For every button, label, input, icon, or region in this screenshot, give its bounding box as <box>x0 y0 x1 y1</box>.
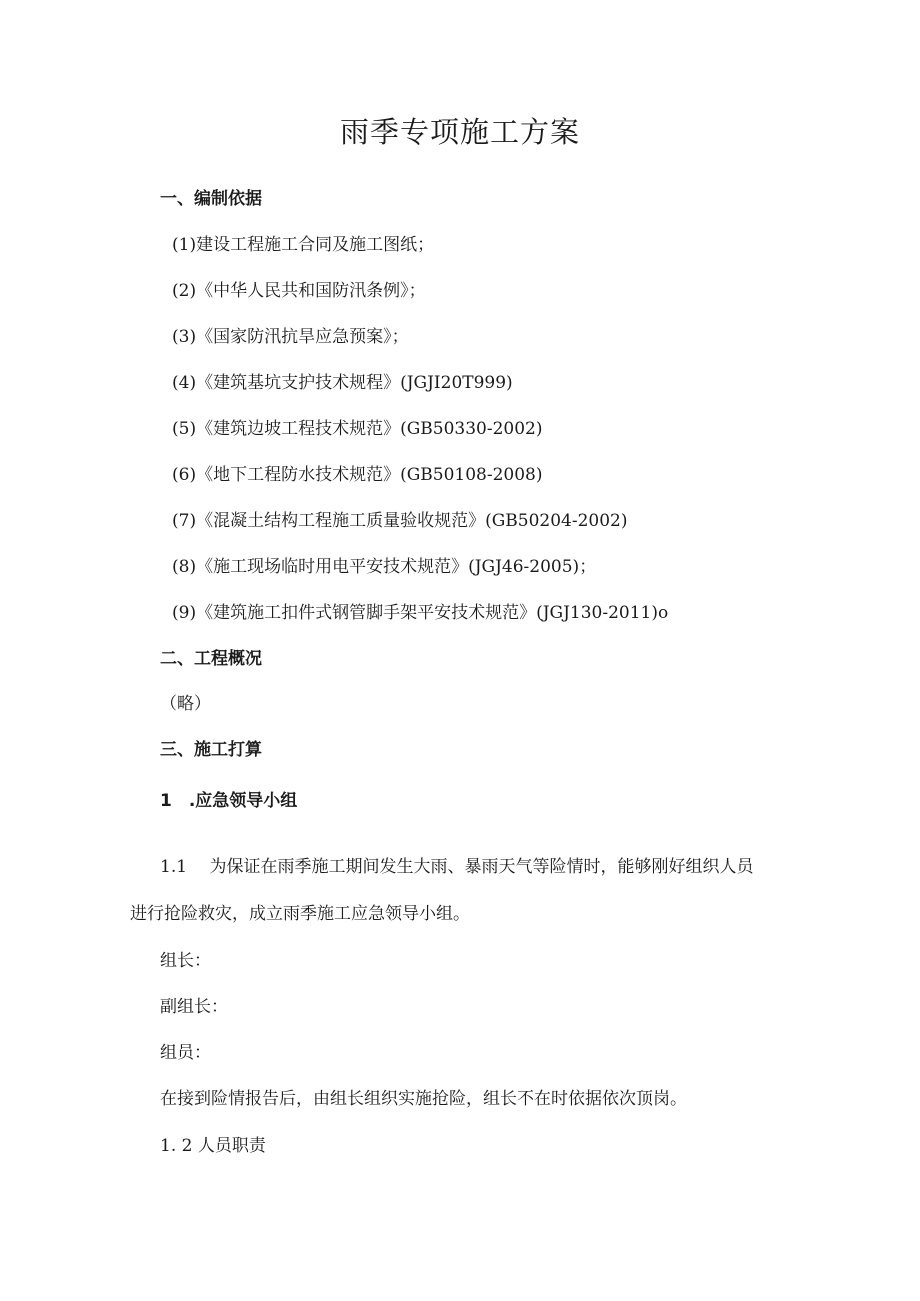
reference-item-3: (3)《国家防汛抗旱应急预案》； <box>172 327 409 347</box>
subsection-heading-emergency-group: 1 .应急领导小组 <box>160 791 298 811</box>
subsection-heading-duties: 1. 2 人员职责 <box>160 1136 266 1156</box>
paragraph-1-1-line-2: 进行抢险救灾，成立雨季施工应急领导小组。 <box>130 904 470 924</box>
overview-text: （略） <box>160 694 211 714</box>
document-title: 雨季专项施工方案 <box>339 115 580 149</box>
section-heading-overview: 二、工程概况 <box>160 649 262 669</box>
reference-item-1: (1)建设工程施工合同及施工图纸； <box>172 235 435 255</box>
section-heading-plan: 三、施工打算 <box>160 740 262 760</box>
emergency-procedure-text: 在接到险情报告后，由组长组织实施抢险，组长不在时依据依次顶岗。 <box>160 1089 687 1109</box>
reference-item-4: (4)《建筑基坑支护技术规程》(JGJI20T999) <box>172 373 513 393</box>
reference-item-9: (9)《建筑施工扣件式钢管脚手架平安技术规范》(JGJ130-2011)o <box>172 603 669 623</box>
reference-item-2: (2)《中华人民共和国防汛条例》； <box>172 281 426 301</box>
members-label: 组员： <box>160 1043 211 1063</box>
reference-item-5: (5)《建筑边坡工程技术规范》(GB50330-2002) <box>172 419 543 439</box>
reference-item-7: (7)《混凝土结构工程施工质量验收规范》(GB50204-2002) <box>172 511 628 531</box>
vice-leader-label: 副组长： <box>160 997 228 1017</box>
section-heading-basis: 一、编制依据 <box>160 189 262 209</box>
reference-item-8: (8)《施工现场临时用电平安技术规范》(JGJ46-2005)； <box>172 557 597 577</box>
group-leader-label: 组长： <box>160 951 211 971</box>
reference-item-6: (6)《地下工程防水技术规范》(GB50108-2008) <box>172 465 543 485</box>
paragraph-1-1-line-1: 1.1 为保证在雨季施工期间发生大雨、暴雨天气等险情时，能够刚好组织人员 <box>160 857 754 877</box>
